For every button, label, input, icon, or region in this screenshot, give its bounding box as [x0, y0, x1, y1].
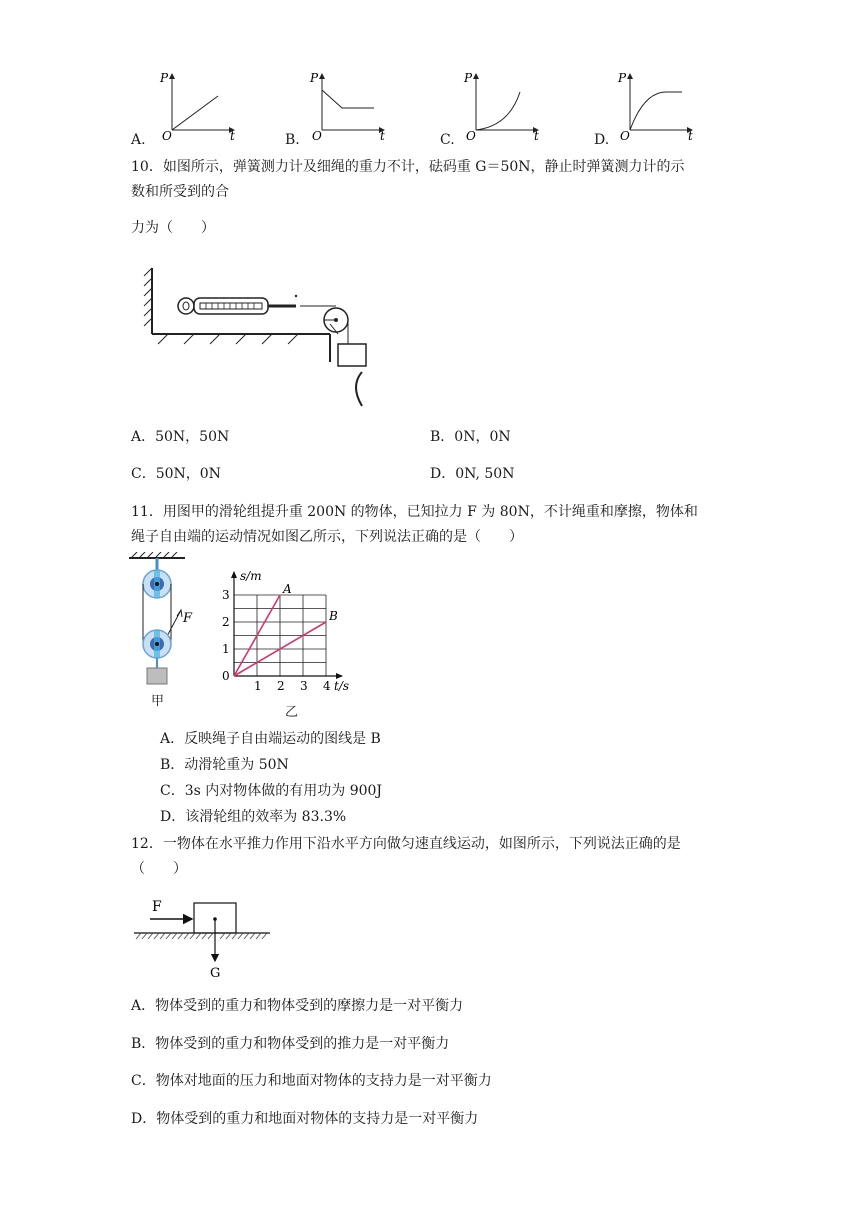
- q11-option-a[interactable]: A．反映绳子自由端运动的图线是 B: [160, 731, 381, 747]
- x-tick-label: 2: [277, 679, 285, 693]
- q10-stem-line3: 力为（ ）: [131, 220, 215, 236]
- axis-p-label: P: [310, 71, 319, 85]
- chart-grid: [234, 595, 326, 676]
- y-tick-label: 2: [222, 615, 230, 629]
- q10-stem-line1: 10．如图所示，弹簧测力计及细绳的重力不计，砝码重 G＝50N，静止时弹簧测力计的示: [131, 159, 685, 175]
- axis-p-label: P: [618, 71, 627, 85]
- q9-option-a-letter[interactable]: A.: [131, 132, 146, 148]
- axis-t-label: t: [688, 129, 693, 143]
- figure-yi-label: 乙: [285, 705, 299, 720]
- axis-t-label: t: [380, 129, 385, 143]
- axis-t-label: t: [534, 129, 539, 143]
- series-label-b: B: [329, 609, 338, 623]
- origin-label: 0: [222, 669, 230, 683]
- q11-option-d[interactable]: D．该滑轮组的效率为 83.3%: [160, 809, 347, 825]
- chart-labels: [222, 569, 349, 693]
- pulley-system-figure: [125, 552, 205, 692]
- x-tick-label: 4: [323, 679, 331, 693]
- axis-p-label: P: [160, 71, 169, 85]
- series-label-a: A: [283, 582, 292, 596]
- force-g-label: G: [210, 966, 221, 980]
- q9-option-d-letter[interactable]: D.: [594, 132, 610, 148]
- q11-option-c[interactable]: C．3s 内对物体做的有用功为 900J: [160, 783, 383, 799]
- axis-p-label: P: [464, 71, 473, 85]
- q9-option-b-letter[interactable]: B.: [285, 132, 300, 148]
- q9-graph-d: [608, 68, 703, 143]
- q11-option-b[interactable]: B．动滑轮重为 50N: [160, 757, 289, 773]
- q10-stem-line2: 数和所受到的合: [131, 184, 229, 200]
- q12-stem-line1: 12．一物体在水平推力作用下沿水平方向做匀速直线运动，如图所示，下列说法正确的是: [131, 836, 681, 852]
- y-tick-label: 3: [222, 588, 230, 602]
- q10-option-c[interactable]: C．50N，0N: [131, 466, 221, 482]
- q11-stem-line2: 绳子自由端的运动情况如图乙所示，下列说法正确的是（ ）: [131, 529, 523, 545]
- axis-t-label: t: [230, 129, 235, 143]
- force-f-label: F: [152, 899, 162, 915]
- q12-option-c[interactable]: C．物体对地面的压力和地面对物体的支持力是一对平衡力: [131, 1073, 492, 1089]
- figure-jia-label: 甲: [151, 694, 165, 709]
- st-chart: [212, 566, 372, 696]
- q10-option-d[interactable]: D．0N, 50N: [430, 466, 515, 482]
- q9-option-c-letter[interactable]: C.: [440, 132, 455, 148]
- origin-label: O: [466, 129, 476, 143]
- x-tick-label: 1: [254, 679, 262, 693]
- q9-graph-c: [454, 68, 549, 143]
- x-axis-label: t/s: [334, 679, 350, 693]
- q9-graph-b: [300, 68, 395, 143]
- y-axis-arrow: [231, 571, 237, 578]
- q12-option-d[interactable]: D．物体受到的重力和地面对物体的支持力是一对平衡力: [131, 1111, 479, 1127]
- spring-scale-figure: [140, 262, 380, 412]
- q9-graph-a: [150, 68, 245, 143]
- q10-option-b[interactable]: B．0N，0N: [430, 429, 511, 445]
- x-tick-label: 3: [300, 679, 308, 693]
- origin-label: O: [162, 129, 172, 143]
- y-axis-label: s/m: [240, 569, 262, 583]
- force-f-label: F: [183, 611, 193, 626]
- q10-option-a[interactable]: A．50N，50N: [131, 429, 230, 445]
- q12-option-a[interactable]: A．物体受到的重力和物体受到的摩擦力是一对平衡力: [131, 998, 464, 1014]
- y-tick-label: 1: [222, 642, 230, 656]
- q11-stem-line1: 11．用图甲的滑轮组提升重 200N 的物体，已知拉力 F 为 80N，不计绳重和摩擦，物体和: [131, 504, 698, 520]
- q12-option-b[interactable]: B．物体受到的重力和物体受到的推力是一对平衡力: [131, 1036, 450, 1052]
- block-force-figure: [130, 895, 280, 980]
- origin-label: O: [312, 129, 322, 143]
- q12-stem-line2: （ ）: [131, 861, 187, 877]
- origin-label: O: [620, 129, 630, 143]
